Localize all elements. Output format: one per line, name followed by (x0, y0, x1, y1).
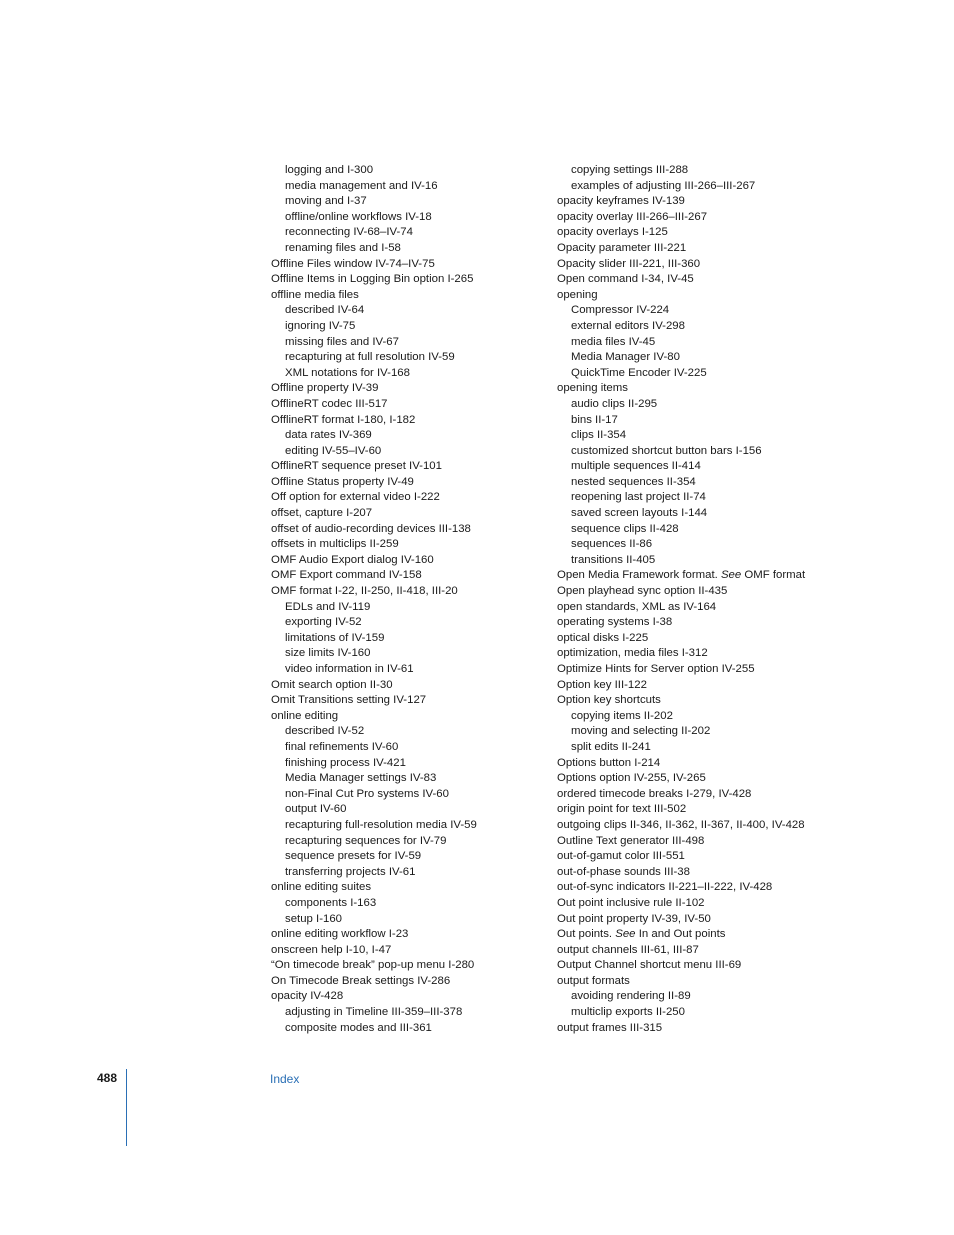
entry-text: opacity IV-428 (271, 990, 344, 1003)
index-subentry (557, 522, 857, 538)
entry-text: online editing workflow I-23 (271, 928, 409, 941)
entry-text: out-of-sync indicators II-221–II-222, IV-428 (557, 881, 773, 894)
entry-text: XML notations for IV-168 (285, 366, 410, 379)
entry-text: setup I-160 (285, 912, 342, 925)
index-entry (557, 927, 857, 943)
entry-text: out-of-phase sounds III-38 (557, 865, 690, 878)
index-entry (271, 584, 547, 600)
index-entry (271, 413, 547, 429)
index-entry (557, 943, 857, 959)
entry-text: finishing process IV-421 (285, 756, 406, 769)
entry-text: Open command I-34, IV-45 (557, 273, 694, 286)
index-entry (557, 756, 857, 772)
entry-text: Options button I-214 (557, 756, 661, 769)
entry-text: output channels III-61, III-87 (557, 943, 699, 956)
entry-text: Options option IV-255, IV-265 (557, 772, 706, 785)
entry-text: output formats (557, 974, 630, 987)
index-subentry (271, 834, 547, 850)
entry-text: composite modes and III-361 (285, 1021, 432, 1034)
entry-text: examples of adjusting III-266–III-267 (571, 179, 756, 192)
index-entry (557, 818, 857, 834)
entry-text: Media Manager settings IV-83 (285, 772, 437, 785)
entry-text: Media Manager IV-80 (571, 351, 680, 364)
entry-text: sequence presets for IV-59 (285, 850, 422, 863)
index-subentry (557, 303, 857, 319)
entry-text: Out point inclusive rule II-102 (557, 896, 705, 909)
index-subentry (557, 397, 857, 413)
entry-text: avoiding rendering II-89 (571, 990, 691, 1003)
index-entry (557, 615, 857, 631)
entry-text: Out points. (557, 928, 616, 941)
index-entry (271, 381, 547, 397)
entry-text: moving and selecting II-202 (571, 725, 711, 738)
entry-text: out-of-gamut color III-551 (557, 850, 685, 863)
entry-text: reconnecting IV-68–IV-74 (285, 226, 413, 239)
index-entry (271, 880, 547, 896)
see-target: OMF format (741, 569, 806, 582)
index-subentry (557, 413, 857, 429)
entry-text: multiple sequences II-414 (571, 460, 701, 473)
index-entry (271, 288, 547, 304)
see-reference: See (615, 928, 636, 941)
entry-text: offset, capture I-207 (271, 507, 373, 520)
entry-text: onscreen help I-10, I-47 (271, 943, 392, 956)
entry-text: transitions II-405 (571, 553, 656, 566)
entry-text: Offline Files window IV-74–IV-75 (271, 257, 435, 270)
index-entry (271, 989, 547, 1005)
index-entry (271, 272, 547, 288)
index-entry (557, 646, 857, 662)
entry-text: sequences II-86 (571, 538, 653, 551)
see-target: In and Out points (635, 928, 726, 941)
entry-text: data rates IV-369 (285, 429, 372, 442)
index-entry (557, 272, 857, 288)
entry-text: offline media files (271, 288, 359, 301)
entry-text: Open playhead sync option II-435 (557, 585, 728, 598)
entry-text: external editors IV-298 (571, 319, 685, 332)
index-subentry (557, 179, 857, 195)
entry-text: ordered timecode breaks I-279, IV-428 (557, 787, 752, 800)
index-subentry (271, 756, 547, 772)
entry-text: renaming files and I-58 (285, 241, 401, 254)
index-entry (271, 459, 547, 475)
index-entry (557, 568, 857, 584)
index-entry (557, 771, 857, 787)
index-subentry (557, 475, 857, 491)
index-subentry (271, 646, 547, 662)
index-subentry (557, 553, 857, 569)
index-subentry (271, 865, 547, 881)
index-entry (557, 802, 857, 818)
entry-text: OMF Audio Export dialog IV-160 (271, 553, 434, 566)
entry-text: EDLs and IV-119 (285, 600, 371, 613)
index-entry (557, 194, 857, 210)
index-subentry (271, 241, 547, 257)
index-subentry (271, 802, 547, 818)
entry-text: output frames III-315 (557, 1021, 663, 1034)
entry-text: copying settings III-288 (571, 164, 689, 176)
index-subentry (557, 709, 857, 725)
index-entry (271, 257, 547, 273)
entry-text: Option key shortcuts (557, 694, 661, 707)
index-subentry (271, 319, 547, 335)
index-subentry (557, 350, 857, 366)
entry-text: described IV-64 (285, 304, 365, 317)
entry-text: customized shortcut button bars I-156 (571, 444, 762, 457)
entry-text: size limits IV-160 (285, 647, 371, 660)
entry-text: outgoing clips II-346, II-362, II-367, II-400, IV-428 (557, 818, 805, 831)
entry-text: media management and IV-16 (285, 179, 438, 192)
index-subentry (271, 210, 547, 226)
index-entry (557, 1021, 857, 1037)
entry-text: reopening last project II-74 (571, 491, 706, 504)
entry-text: Out point property IV-39, IV-50 (557, 912, 711, 925)
index-subentry (271, 444, 547, 460)
index-subentry (271, 662, 547, 678)
index-entry (271, 522, 547, 538)
entry-text: OMF format I-22, II-250, II-418, III-20 (271, 585, 458, 598)
entry-text: ignoring IV-75 (285, 319, 356, 332)
entry-text: copying items II-202 (571, 709, 673, 722)
entry-text: optical disks I-225 (557, 631, 649, 644)
entry-text: moving and I-37 (285, 195, 367, 208)
entry-text: adjusting in Timeline III-359–III-378 (285, 1006, 463, 1019)
entry-text: output IV-60 (285, 803, 347, 816)
entry-text: opacity keyframes IV-139 (557, 195, 685, 208)
entry-text: split edits II-241 (571, 740, 651, 753)
index-subentry (271, 350, 547, 366)
entry-text: online editing suites (271, 881, 372, 894)
entry-text: Offline Status property IV-49 (271, 475, 414, 488)
index-entry (557, 584, 857, 600)
entry-text: origin point for text III-502 (557, 803, 687, 816)
entry-text: recapturing at full resolution IV-59 (285, 351, 455, 364)
index-subentry (557, 163, 857, 179)
entry-text: “On timecode break” pop-up menu I-280 (271, 959, 475, 972)
index-subentry (271, 428, 547, 444)
entry-text: nested sequences II-354 (571, 475, 696, 488)
entry-text: described IV-52 (285, 725, 365, 738)
index-subentry (271, 1005, 547, 1021)
index-column-right (557, 163, 857, 1036)
entry-text: Off option for external video I-222 (271, 491, 440, 504)
index-entry (557, 834, 857, 850)
index-entry (557, 693, 857, 709)
index-entry (557, 896, 857, 912)
index-entry (271, 678, 547, 694)
index-subentry (557, 490, 857, 506)
index-subentry (557, 724, 857, 740)
entry-text: opening (557, 288, 598, 301)
entry-text: opacity overlays I-125 (557, 226, 668, 239)
entry-text: sequence clips II-428 (571, 522, 679, 535)
index-subentry (271, 740, 547, 756)
index-entry (271, 693, 547, 709)
index-entry (271, 506, 547, 522)
index-subentry (557, 989, 857, 1005)
index-subentry (557, 366, 857, 382)
index-entry (557, 974, 857, 990)
entry-text: Offline Items in Logging Bin option I-265 (271, 273, 474, 286)
see-reference: See (720, 569, 742, 582)
index-column-left (271, 163, 547, 1036)
index-entry (557, 849, 857, 865)
index-subentry (271, 225, 547, 241)
entry-text: OfflineRT sequence preset IV-101 (271, 460, 442, 473)
index-entry (557, 865, 857, 881)
entry-text: offline/online workflows IV-18 (285, 210, 432, 223)
entry-text: editing IV-55–IV-60 (285, 444, 382, 457)
index-entry (557, 257, 857, 273)
entry-text: OfflineRT codec III-517 (271, 397, 388, 410)
entry-text: online editing (271, 709, 339, 722)
index-subentry (271, 600, 547, 616)
index-entry (557, 662, 857, 678)
index-entry (271, 927, 547, 943)
page-number: 488 (97, 1071, 118, 1085)
entry-text: Opacity parameter III-221 (557, 241, 687, 254)
index-subentry (557, 537, 857, 553)
index-entry (271, 475, 547, 491)
entry-text: clips II-354 (571, 429, 627, 442)
entry-text: missing files and IV-67 (285, 335, 399, 348)
index-entry (557, 678, 857, 694)
index-entry (271, 958, 547, 974)
index-subentry (557, 740, 857, 756)
index-entry (557, 958, 857, 974)
entry-text: transferring projects IV-61 (285, 865, 416, 878)
index-subentry (271, 631, 547, 647)
index-subentry (557, 459, 857, 475)
entry-text: Omit Transitions setting IV-127 (271, 694, 427, 707)
index-subentry (271, 366, 547, 382)
index-entry (557, 241, 857, 257)
entry-text: On Timecode Break settings IV-286 (271, 974, 451, 987)
entry-text: offset of audio-recording devices III-138 (271, 522, 471, 535)
entry-text: OMF Export command IV-158 (271, 569, 422, 582)
entry-text: saved screen layouts I-144 (571, 507, 708, 520)
index-entry (271, 943, 547, 959)
entry-text: Optimize Hints for Server option IV-255 (557, 663, 755, 675)
entry-text: opening items (557, 382, 628, 395)
index-subentry (271, 849, 547, 865)
entry-text: Option key III-122 (557, 678, 647, 691)
entry-text: optimization, media files I-312 (557, 647, 708, 660)
index-entry (557, 912, 857, 928)
entry-text: audio clips II-295 (571, 397, 658, 410)
index-subentry (557, 1005, 857, 1021)
footer-section-label: Index (270, 1072, 300, 1086)
entry-text: recapturing full-resolution media IV-59 (285, 818, 477, 831)
index-subentry (271, 615, 547, 631)
index-entry (271, 553, 547, 569)
index-entry (557, 381, 857, 397)
index-subentry (557, 335, 857, 351)
entry-text: offsets in multiclips II-259 (271, 538, 399, 551)
entry-text: exporting IV-52 (285, 616, 362, 629)
entry-text: non-Final Cut Pro systems IV-60 (285, 787, 449, 800)
index-entry (557, 225, 857, 241)
index-subentry (271, 724, 547, 740)
index-subentry (271, 335, 547, 351)
index-subentry (271, 194, 547, 210)
index-entry (271, 537, 547, 553)
index-subentry (557, 506, 857, 522)
index-subentry (271, 896, 547, 912)
index-subentry (271, 912, 547, 928)
entry-text: bins II-17 (571, 413, 618, 426)
entry-text: opacity overlay III-266–III-267 (557, 210, 708, 223)
index-entry (557, 288, 857, 304)
index-entry (557, 631, 857, 647)
index-subentry (271, 818, 547, 834)
index-subentry (271, 303, 547, 319)
entry-text: OfflineRT format I-180, I-182 (271, 413, 416, 426)
index-subentry (271, 771, 547, 787)
entry-text: recapturing sequences for IV-79 (285, 834, 447, 847)
entry-text: final refinements IV-60 (285, 740, 399, 753)
index-subentry (557, 444, 857, 460)
index-subentry (557, 319, 857, 335)
index-subentry (557, 428, 857, 444)
index-entry (271, 974, 547, 990)
entry-text: Omit search option II-30 (271, 678, 393, 691)
entry-text: limitations of IV-159 (285, 631, 385, 644)
entry-text: Compressor IV-224 (571, 304, 670, 317)
entry-text: media files IV-45 (571, 335, 656, 348)
entry-text: operating systems I-38 (557, 616, 673, 629)
index-entry (271, 397, 547, 413)
index-entry (271, 709, 547, 725)
index-subentry (271, 1021, 547, 1037)
entry-text: components I-163 (285, 896, 377, 909)
index-subentry (271, 179, 547, 195)
index-entry (557, 210, 857, 226)
entry-text: multiclip exports II-250 (571, 1006, 685, 1019)
entry-text: QuickTime Encoder IV-225 (571, 366, 707, 379)
index-entry (271, 490, 547, 506)
entry-text: Outline Text generator III-498 (557, 834, 705, 847)
index-entry (557, 880, 857, 896)
entry-text: Output Channel shortcut menu III-69 (557, 959, 742, 972)
entry-text: video information in IV-61 (285, 663, 414, 675)
entry-text: open standards, XML as IV-164 (557, 600, 717, 613)
index-entry (271, 568, 547, 584)
entry-text: Open Media Framework format. (557, 569, 721, 582)
entry-text: Opacity slider III-221, III-360 (557, 257, 701, 270)
index-entry (557, 600, 857, 616)
index-entry (557, 787, 857, 803)
entry-text: Offline property IV-39 (271, 382, 379, 395)
index-subentry (271, 787, 547, 803)
footer-divider (126, 1069, 127, 1146)
index-subentry (271, 163, 547, 179)
entry-text: logging and I-300 (285, 164, 374, 176)
